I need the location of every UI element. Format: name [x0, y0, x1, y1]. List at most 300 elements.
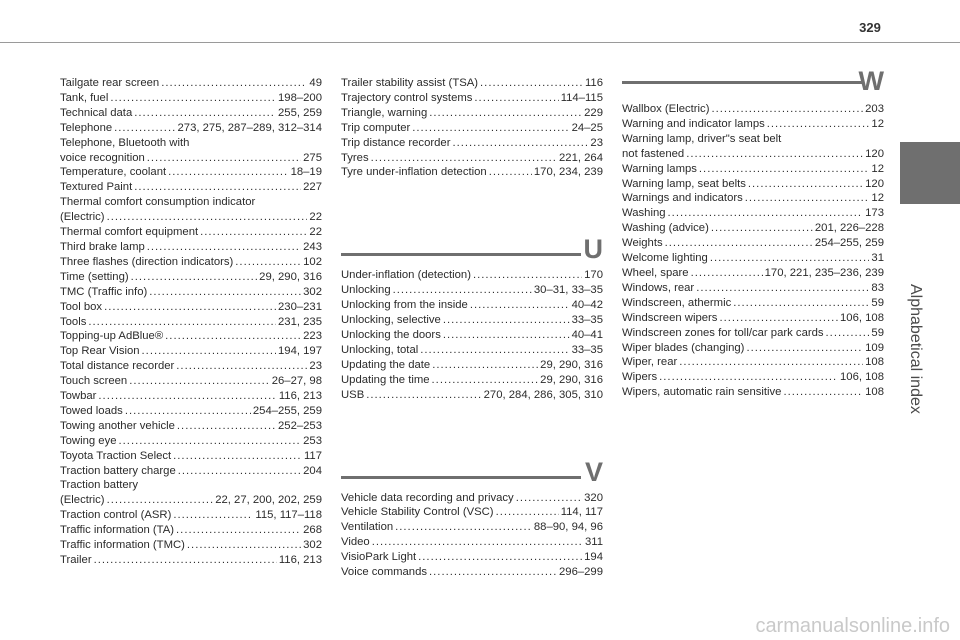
dot-leader: [161, 76, 307, 91]
section-rule: [622, 81, 862, 84]
index-entry-line: [622, 281, 884, 296]
index-entry: [60, 165, 322, 180]
index-entry: [622, 177, 884, 192]
index-term: Tyre under-inflation detection: [341, 166, 487, 179]
index-entry: [341, 76, 603, 91]
index-term: Towing eye: [60, 434, 117, 447]
index-term: Warning lamp, seat belts: [622, 177, 746, 190]
index-entry-line: [341, 520, 603, 535]
section-header-w: [622, 66, 884, 102]
page-reference: 255, 259: [278, 106, 322, 119]
index-entry-line: [60, 374, 322, 389]
index-entry-line: [622, 266, 884, 281]
index-entry: [60, 270, 322, 285]
index-entry-line: [60, 329, 322, 344]
index-term: Unlocking, selective: [341, 314, 441, 327]
index-term: Vehicle data recording and privacy: [341, 491, 514, 504]
index-entry-line: [60, 91, 322, 106]
index-term: Updating the date: [341, 358, 431, 371]
index-entry-line: [60, 553, 322, 568]
index-entry-line: [60, 285, 322, 300]
dot-leader: [443, 328, 570, 343]
dot-leader: [134, 106, 276, 121]
index-entry-line: [341, 565, 603, 580]
index-term: Unlocking from the inside: [341, 299, 468, 312]
page-reference: 116, 213: [278, 390, 322, 403]
index-term: Wipers, automatic rain sensitive: [622, 386, 782, 399]
dot-leader: [711, 102, 863, 117]
dot-leader: [147, 240, 301, 255]
page-reference: 59: [871, 326, 884, 339]
index-entry-line: [622, 251, 884, 266]
dot-leader: [711, 221, 813, 236]
index-entry: [60, 315, 322, 330]
index-entry: [341, 298, 603, 313]
dot-leader: [235, 255, 301, 270]
index-entry: [60, 374, 322, 389]
index-term: Trailer: [60, 554, 92, 566]
dot-leader: [719, 311, 838, 326]
index-entry-line: [341, 373, 603, 388]
index-term: Washing (advice): [622, 222, 709, 235]
dot-leader: [88, 315, 276, 330]
index-entry-line: [341, 136, 603, 151]
index-entry-line: [60, 419, 322, 434]
section-header-u: [341, 222, 603, 268]
index-entry-line: [622, 370, 884, 385]
index-entry: [341, 373, 603, 388]
dot-leader: [119, 434, 302, 449]
index-entry: [341, 491, 603, 506]
index-entry-line: [622, 236, 884, 251]
index-entry: [60, 359, 322, 374]
index-entry: [341, 388, 603, 403]
index-entry-line: [341, 298, 603, 313]
index-entry: [60, 404, 322, 419]
index-entry: [60, 389, 322, 404]
index-entry: [341, 283, 603, 298]
dot-leader: [129, 374, 270, 389]
index-list: [341, 491, 603, 580]
page-reference: 302: [303, 539, 322, 552]
index-column-3: [622, 66, 884, 400]
index-entry-line: [60, 76, 322, 91]
index-entry: [60, 464, 322, 479]
page-reference: 49: [309, 77, 322, 89]
index-entry-line: [622, 341, 884, 356]
dot-leader: [107, 493, 214, 508]
page-number: 329: [859, 20, 881, 35]
index-entry-line: [622, 206, 884, 221]
index-entry: [60, 255, 322, 270]
page-reference: 268: [303, 524, 322, 537]
dot-leader: [110, 91, 276, 106]
page-reference: 108: [865, 386, 884, 399]
header-rule: [0, 42, 960, 43]
page-reference: 302: [303, 285, 322, 298]
dot-leader: [665, 236, 813, 251]
index-term: Unlocking the doors: [341, 328, 441, 341]
dot-leader: [134, 180, 301, 195]
index-term: Topping-up AdBlue®: [60, 330, 164, 343]
index-entry: [60, 106, 322, 121]
index-entry-line: [622, 326, 884, 341]
index-entry: [341, 328, 603, 343]
page-reference: 23: [590, 136, 603, 149]
dot-leader: [187, 538, 301, 553]
index-entry: [341, 91, 603, 106]
page-reference: 204: [303, 464, 322, 477]
index-entry: [60, 538, 322, 553]
index-entry: [60, 121, 322, 136]
index-entry: [622, 355, 884, 370]
index-term: voice recognition: [60, 151, 145, 164]
dot-leader: [149, 285, 301, 300]
index-entry: [60, 136, 322, 166]
index-entry: [622, 326, 884, 341]
section-rule: [341, 253, 581, 256]
index-entry-line: [60, 404, 322, 419]
page-reference: 115, 117–118: [255, 509, 322, 522]
page-reference: 114–115: [560, 91, 603, 104]
index-term: Thermal comfort equipment: [60, 226, 199, 239]
index-term: Triangle, warning: [341, 106, 428, 119]
index-entry: [60, 523, 322, 538]
page-reference: 22, 27, 200, 202, 259: [215, 494, 322, 507]
index-entry-line: [60, 136, 322, 151]
page-reference: 311: [584, 536, 603, 549]
index-entry: [341, 106, 603, 121]
page-reference: 170: [584, 269, 603, 282]
index-entry: [60, 195, 322, 225]
index-entry-line: [622, 117, 884, 132]
index-entry: [341, 151, 603, 166]
page-reference: 273, 275, 287–289, 312–314: [177, 121, 322, 134]
index-entry-line: [60, 210, 322, 225]
index-entry-line: [622, 147, 884, 162]
index-entry-line: [622, 162, 884, 177]
index-entry: [60, 225, 322, 240]
index-term: Traction control (ASR): [60, 509, 172, 522]
page-reference: 116, 213: [278, 554, 322, 566]
index-entry-line: [341, 358, 603, 373]
index-entry-line: [622, 177, 884, 192]
dot-leader: [516, 491, 582, 506]
index-term: Warnings and indicators: [622, 192, 743, 205]
index-entry-line: [60, 225, 322, 240]
index-entry: [60, 180, 322, 195]
page-reference: 170, 221, 235–236, 239: [764, 266, 884, 279]
dot-leader: [679, 355, 863, 370]
index-entry-line: [60, 180, 322, 195]
index-entry-line: [60, 300, 322, 315]
index-entry: [622, 102, 884, 117]
dot-leader: [748, 177, 863, 192]
index-entry: [622, 341, 884, 356]
index-entry-line: [341, 328, 603, 343]
dot-leader: [767, 117, 870, 132]
index-entry: [341, 313, 603, 328]
index-entry-line: [60, 151, 322, 166]
index-entry-line: [341, 535, 603, 550]
index-term: USB: [341, 388, 365, 401]
index-entry: [341, 535, 603, 550]
dot-leader: [668, 206, 864, 221]
index-entry: [341, 565, 603, 580]
index-term: Weights: [622, 237, 663, 250]
index-entry-line: [341, 121, 603, 136]
index-entry-line: [60, 434, 322, 449]
index-entry: [60, 449, 322, 464]
index-term: Trajectory control systems: [341, 91, 473, 104]
index-entry: [341, 505, 603, 520]
index-entry: [622, 132, 884, 162]
index-term: Warning and indicator lamps: [622, 117, 765, 130]
page-reference: 12: [871, 162, 884, 175]
index-column-1: [60, 76, 322, 568]
dot-leader: [98, 389, 276, 404]
index-entry-line: [60, 240, 322, 255]
page-reference: 33–35: [571, 343, 603, 356]
dot-leader: [496, 505, 559, 520]
index-term: Windscreen zones for toll/car park cards: [622, 326, 824, 339]
index-entry: [622, 221, 884, 236]
dot-leader: [372, 535, 583, 550]
index-entry: [341, 550, 603, 565]
index-term: Touch screen: [60, 375, 128, 388]
index-entry-line: [341, 165, 603, 180]
dot-leader: [474, 91, 558, 106]
index-column-2: [341, 76, 603, 580]
index-entry: [622, 385, 884, 400]
index-term: Windows, rear: [622, 281, 695, 294]
page-reference: 254–255, 259: [252, 404, 322, 417]
dot-leader: [443, 313, 570, 328]
index-entry-line: [622, 385, 884, 400]
index-entry-line: [341, 491, 603, 506]
watermark: carmanualsonline.info: [755, 615, 950, 637]
index-entry-line: [60, 449, 322, 464]
page-reference: 12: [871, 192, 884, 205]
page-reference: 194, 197: [278, 345, 322, 358]
section-gap: [341, 180, 603, 222]
index-term: not fastened: [622, 147, 685, 160]
index-term: Three flashes (direction indicators): [60, 255, 234, 268]
page-reference: 227: [303, 181, 322, 194]
dot-leader: [473, 268, 582, 283]
index-list: [622, 102, 884, 400]
index-term: Unlocking: [341, 284, 391, 297]
page-reference: 29, 290, 316: [540, 373, 603, 386]
index-entry-line: [60, 344, 322, 359]
index-term: VisioPark Light: [341, 551, 417, 564]
section-letter-u: U: [583, 234, 603, 265]
index-entry: [622, 236, 884, 251]
page-reference: 252–253: [278, 419, 322, 432]
index-term: TMC (Traffic info): [60, 285, 148, 298]
index-entry-line: [341, 550, 603, 565]
index-term: (Electric): [60, 211, 105, 224]
index-entry: [622, 281, 884, 296]
index-term: Traction battery charge: [60, 464, 176, 477]
index-entry-line: [60, 195, 322, 210]
page-reference: 120: [865, 177, 884, 190]
index-entry: [341, 121, 603, 136]
index-term: Technical data: [60, 106, 133, 119]
page-reference: 114, 117: [560, 506, 603, 519]
index-entry: [622, 206, 884, 221]
index-term: Total distance recorder: [60, 360, 175, 373]
index-term: Updating the time: [341, 373, 430, 386]
dot-leader: [168, 165, 288, 180]
index-term: Traction battery: [60, 479, 139, 492]
index-entry-line: [60, 315, 322, 330]
page-reference: 173: [865, 207, 884, 220]
index-entry-line: [341, 151, 603, 166]
index-term: Under-inflation (detection): [341, 269, 471, 282]
dot-leader: [432, 358, 538, 373]
page-reference: 108: [865, 356, 884, 369]
dot-leader: [452, 136, 588, 151]
dot-leader: [176, 359, 307, 374]
index-list: [341, 76, 603, 180]
dot-leader: [746, 341, 863, 356]
page-reference: 59: [871, 296, 884, 309]
index-term: Tools: [60, 315, 87, 328]
index-term: Unlocking, total: [341, 343, 419, 356]
dot-leader: [142, 344, 276, 359]
index-entry-line: [341, 106, 603, 121]
index-term: Time (setting): [60, 270, 129, 283]
index-entry-line: [622, 191, 884, 206]
index-entry-line: [341, 76, 603, 91]
index-entry-line: [60, 270, 322, 285]
section-tab: [900, 142, 960, 204]
index-entry-line: [341, 268, 603, 283]
index-term: Third brake lamp: [60, 240, 145, 253]
index-entry-line: [60, 464, 322, 479]
page-reference: 40–41: [571, 328, 603, 341]
index-term: Wheel, spare: [622, 266, 689, 279]
index-entry-line: [341, 283, 603, 298]
index-entry: [622, 296, 884, 311]
dot-leader: [659, 370, 838, 385]
index-term: Traffic information (TMC): [60, 539, 185, 552]
dot-leader: [395, 520, 532, 535]
index-entry: [622, 370, 884, 385]
section-side-label: Alphabetical index: [907, 284, 924, 414]
index-term: Temperature, coolant: [60, 166, 167, 179]
index-term: Welcome lighting: [622, 252, 708, 265]
index-term: Tool box: [60, 300, 103, 313]
dot-leader: [696, 281, 869, 296]
index-entry-line: [60, 359, 322, 374]
page-reference: 230–231: [278, 300, 322, 313]
index-entry-line: [60, 389, 322, 404]
index-entry: [60, 329, 322, 344]
index-entry: [622, 311, 884, 326]
page-reference: 203: [865, 103, 884, 115]
page-reference: 88–90, 94, 96: [533, 521, 603, 534]
index-entry: [341, 268, 603, 283]
index-entry: [60, 434, 322, 449]
page-reference: 221, 264: [559, 151, 603, 164]
index-term: Tyres: [341, 151, 369, 164]
index-term: Trip distance recorder: [341, 136, 451, 149]
index-term: Video: [341, 536, 370, 549]
section-letter-w: W: [858, 66, 884, 96]
dot-leader: [177, 419, 276, 434]
index-term: Windscreen, athermic: [622, 296, 732, 309]
index-entry: [341, 358, 603, 373]
page-reference: 30–31, 33–35: [533, 284, 603, 297]
dot-leader: [429, 565, 557, 580]
index-entry: [341, 136, 603, 151]
index-entry: [60, 419, 322, 434]
dot-leader: [114, 121, 175, 136]
dot-leader: [147, 151, 301, 166]
index-term: Telephone: [60, 121, 113, 134]
index-entry-line: [60, 508, 322, 523]
index-entry: [341, 343, 603, 358]
index-entry-line: [622, 132, 884, 147]
index-entry-line: [60, 106, 322, 121]
index-entry-line: [622, 311, 884, 326]
dot-leader: [165, 329, 301, 344]
index-entry: [60, 285, 322, 300]
page-reference: 102: [303, 255, 322, 268]
index-term: Top Rear Vision: [60, 345, 140, 358]
index-term: Tailgate rear screen: [60, 77, 160, 89]
dot-leader: [783, 385, 863, 400]
index-term: Vehicle Stability Control (VSC): [341, 506, 494, 519]
index-term: Wipers: [622, 371, 658, 384]
index-entry-line: [622, 355, 884, 370]
section-letter-v: V: [584, 456, 603, 487]
page-reference: 22: [309, 226, 322, 239]
index-term: Trip computer: [341, 121, 411, 134]
index-entry: [341, 165, 603, 180]
page-reference: 296–299: [559, 566, 603, 579]
page-reference: 18–19: [290, 166, 322, 179]
dot-leader: [107, 210, 308, 225]
dot-leader: [371, 151, 557, 166]
dot-leader: [412, 121, 569, 136]
index-entry: [60, 553, 322, 568]
page-reference: 253: [303, 434, 322, 447]
page-reference: 201, 226–228: [814, 222, 884, 235]
index-entry-line: [622, 221, 884, 236]
index-term: Voice commands: [341, 566, 428, 579]
dot-leader: [393, 283, 532, 298]
dot-leader: [686, 147, 863, 162]
page-reference: 23: [309, 360, 322, 373]
index-entry-line: [60, 538, 322, 553]
dot-leader: [699, 162, 870, 177]
index-entry-line: [622, 296, 884, 311]
index-entry: [622, 162, 884, 177]
section-rule: [341, 476, 581, 479]
page-reference: 31: [871, 252, 884, 265]
index-entry-line: [60, 523, 322, 538]
index-entry: [60, 478, 322, 508]
page-reference: 116: [584, 77, 603, 89]
index-term: Towing another vehicle: [60, 419, 175, 432]
dot-leader: [420, 343, 569, 358]
dot-leader: [418, 550, 582, 565]
page-reference: 275: [303, 151, 322, 164]
index-entry-line: [341, 388, 603, 403]
